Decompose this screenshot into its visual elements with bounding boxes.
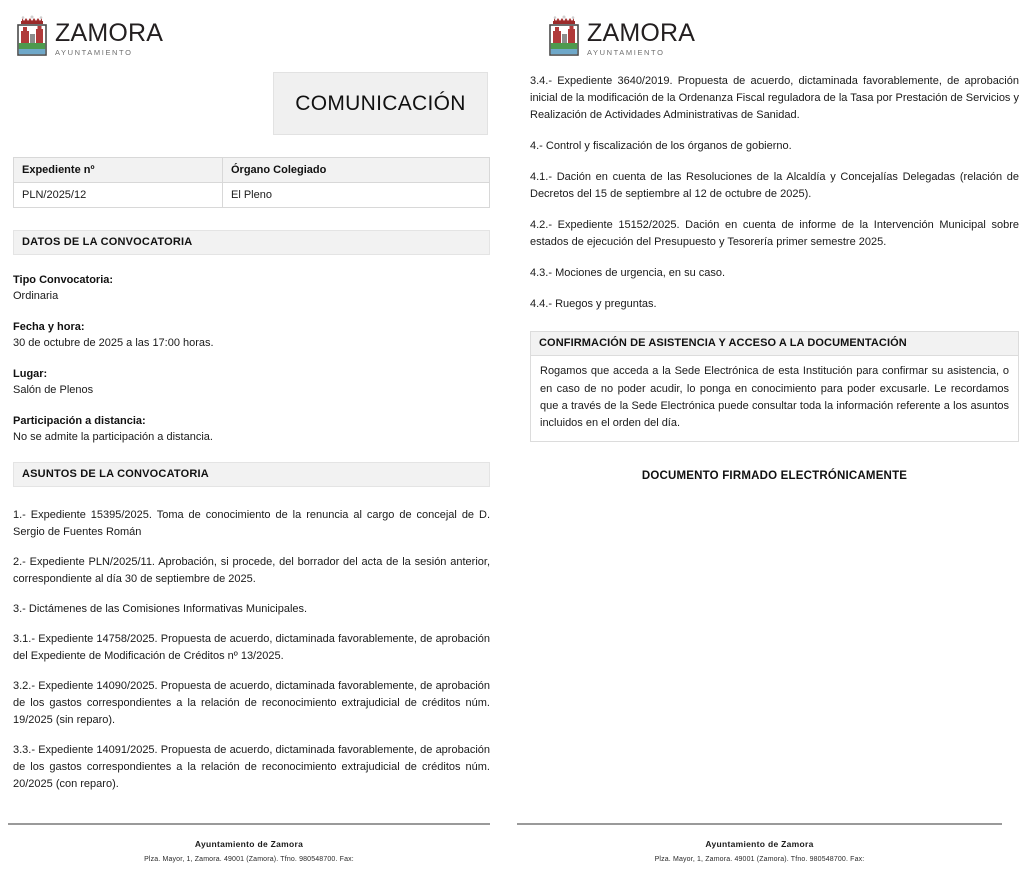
field-value: Ordinaria xyxy=(13,289,59,302)
spacer xyxy=(13,446,490,462)
agenda-item: 3.2.- Expediente 14090/2025. Propuesta de acuerdo, dictaminada favorablemente, de aprobación de los gastos correspondientes a la relación de reconocimiento extrajudicial de créditos núm. 19/2025 (sin reparo). xyxy=(13,679,490,726)
agenda-item: 4.- Control y fiscalización de los órganos de gobierno. xyxy=(530,140,792,153)
table-header-organo: Órgano Colegiado xyxy=(223,158,490,183)
logo-subtitle: AYUNTAMIENTO xyxy=(55,48,133,57)
agenda-item: 3.3.- Expediente 14091/2025. Propuesta de acuerdo, dictaminada favorablemente, de aprobación de los gastos correspondientes a la relación de reconocimiento extrajudicial de créditos núm. 20/2025 (con reparo). xyxy=(13,743,490,791)
section-header-confirmacion: CONFIRMACIÓN DE ASISTENCIA Y ACCESO A LA DOCUMENTACIÓN xyxy=(530,331,1019,355)
field-label: Participación a distancia: xyxy=(13,414,146,427)
comunicacion-banner xyxy=(273,72,488,135)
field-participacion-distancia xyxy=(13,414,490,446)
page-footer xyxy=(517,823,1002,863)
cell-expediente-numero: PLN/2025/12 xyxy=(14,183,223,208)
agenda-item: 4.1.- Dación en cuenta de las Resoluciones de la Alcaldía y Concejalías Delegadas (relación de Decretos del 15 de septiembre al 12 de octubre de 2025). xyxy=(530,171,1019,201)
logo-wordmark xyxy=(55,14,163,57)
agenda-list-page-2 xyxy=(530,73,1019,313)
logo-subtitle: AYUNTAMIENTO xyxy=(587,48,665,57)
zamora-coat-of-arms-icon xyxy=(545,14,583,58)
section-header-asuntos: ASUNTOS DE LA CONVOCATORIA xyxy=(13,462,490,487)
footer-entity-name: Ayuntamiento de Zamora xyxy=(194,839,304,849)
field-value: No se admite la participación a distancia. xyxy=(13,430,213,443)
table-header-expediente: Expediente nº xyxy=(14,158,223,183)
field-value: Salón de Plenos xyxy=(13,383,94,396)
header-logo xyxy=(530,0,1002,62)
footer-address: Plza. Mayor, 1, Zamora. 49001 (Zamora). Tfno. 980548700. Fax: xyxy=(144,856,354,863)
table-row xyxy=(14,183,490,208)
section-header-datos: DATOS DE LA CONVOCATORIA xyxy=(13,230,490,255)
page-footer xyxy=(8,823,490,863)
agenda-list-page-1 xyxy=(13,507,490,794)
logo-title: ZAMORA xyxy=(55,19,164,47)
agenda-item: 1.- Expediente 15395/2025. Toma de conocimiento de la renuncia al cargo de concejal de D. Sergio de Fuentes Román xyxy=(13,508,490,538)
spacer xyxy=(13,208,490,230)
agenda-item: 4.3.- Mociones de urgencia, en su caso. xyxy=(530,267,726,280)
agenda-item: 4.2.- Expediente 15152/2025. Dación en cuenta de informe de la Intervención Municipal sobre estados de ejecución del Presupuesto y Tesorería primer semestre 2025. xyxy=(530,219,1019,249)
zamora-coat-of-arms-icon xyxy=(13,14,51,58)
field-lugar xyxy=(13,367,490,399)
field-fecha-y-hora xyxy=(13,320,490,352)
table-header-row xyxy=(14,158,490,183)
field-label: Lugar: xyxy=(13,367,48,380)
footer-divider xyxy=(517,823,1002,825)
footer-entity-name: Ayuntamiento de Zamora xyxy=(705,839,814,849)
agenda-item: 2.- Expediente PLN/2025/11. Aprobación, si procede, del borrador del acta de la sesión anterior, correspondiente al día 30 de septiembre de 2025. xyxy=(13,555,490,585)
field-value: 30 de octubre de 2025 a las 17:00 horas. xyxy=(13,336,214,349)
field-label: Tipo Convocatoria: xyxy=(13,274,114,286)
footer-divider xyxy=(8,823,490,825)
convocatoria-fields xyxy=(13,273,490,446)
cell-organo-colegiado: El Pleno xyxy=(223,183,490,208)
footer-address: Plza. Mayor, 1, Zamora. 49001 (Zamora). Tfno. 980548700. Fax: xyxy=(654,856,865,863)
logo-title: ZAMORA xyxy=(587,19,696,47)
confirmacion-text: Rogamos que acceda a la Sede Electrónica de esta Institución para confirmar su asistencia, o en caso de no poder acudir, lo ponga en conocimiento para poder excusarle. Le recordamos que a través de la Sede Electrónica puede consultar toda la información referente a los asuntos incluidos en el orden del día. xyxy=(530,355,1019,441)
confirmacion-block xyxy=(530,331,1019,441)
header-logo xyxy=(13,0,490,62)
signature-notice: DOCUMENTO FIRMADO ELECTRÓNICAMENTE xyxy=(641,469,908,482)
logo-wordmark xyxy=(587,14,695,57)
expediente-table xyxy=(13,157,490,208)
page-2 xyxy=(512,0,1024,875)
field-tipo-convocatoria xyxy=(13,273,490,305)
comunicacion-label: COMUNICACIÓN xyxy=(295,91,466,115)
field-label: Fecha y hora: xyxy=(13,320,85,333)
agenda-item: 3.4.- Expediente 3640/2019. Propuesta de acuerdo, dictaminada favorablemente, de aprobación inicial de la modificación de la Ordenanza Fiscal reguladora de la Tasa por Prestación de Servicios y Realización de Actividades Administrativas de Sanidad. xyxy=(530,75,1019,122)
agenda-item: 3.- Dictámenes de las Comisiones Informativas Municipales. xyxy=(13,602,308,615)
agenda-item: 3.1.- Expediente 14758/2025. Propuesta de acuerdo, dictaminada favorablemente, de aprobación del Expediente de Modificación de Créditos nº 13/2025. xyxy=(13,632,490,662)
agenda-item: 4.4.- Ruegos y preguntas. xyxy=(530,298,657,311)
